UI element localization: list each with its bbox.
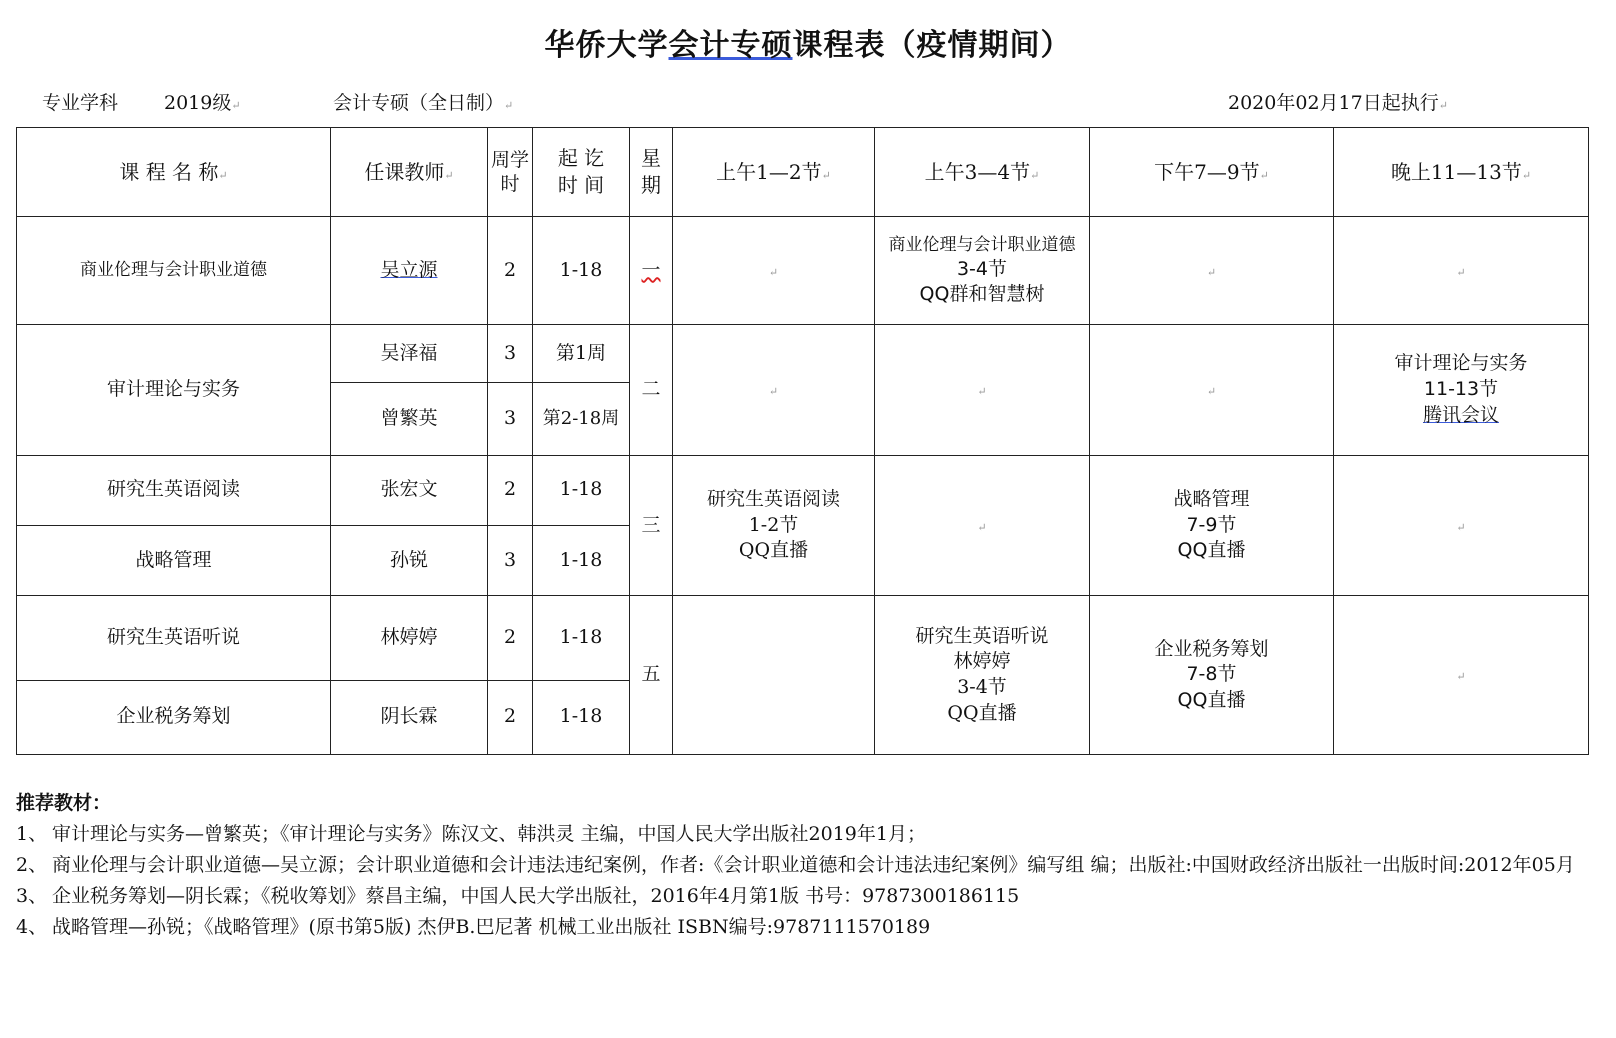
slot-cell: ↵ [875,455,1090,596]
teacher-name: 吴泽福 [331,324,488,382]
slot-cell: ↵ [673,324,875,455]
table-row [17,324,1589,382]
header-period: 起 讫 时 间 [533,128,630,217]
slot-cell: ↵ [875,324,1090,455]
list-item: 2、 商业伦理与会计职业道德—吴立源；会计职业道德和会计违法违纪案例，作者:《会计职业道德和会计违法违纪案例》编写组 编；出版社:中国财政经济出版社一出版时间:2012年05月 [16,854,1575,876]
effective-date: 2020年02月17日起执行↵ [1228,92,1448,114]
table-row [17,217,1589,325]
weekday-cell: 五 [630,596,673,755]
weekly-hours: 2 [488,596,533,680]
course-name: 企业税务筹划 [17,680,331,754]
weekday-cell: 三 [630,455,673,596]
weekly-hours: 3 [488,383,533,455]
field-label: 专业学科 [42,92,119,114]
course-name: 商业伦理与会计职业道德 [17,217,331,325]
course-name: 研究生英语听说 [17,596,331,680]
weekly-hours: 2 [488,680,533,754]
header-row [17,128,1589,217]
textbook-heading: 推荐教材： [16,792,112,814]
slot-cell: ↵ [1334,596,1589,755]
course-name: 审计理论与实务 [17,324,331,455]
slot-cell: 审计理论与实务 11-13节 腾讯会议 [1334,324,1589,455]
table-row [17,455,1589,525]
teacher-name: 孙锐 [331,525,488,595]
title-prefix: 华侨大学 [544,28,669,63]
slot-cell: 研究生英语阅读 1-2节 QQ直播 [673,455,875,596]
weekly-hours: 2 [488,455,533,525]
header-slot3: 下午7—9节↵ [1090,128,1334,217]
teacher-name: 阴长霖 [331,680,488,754]
slot-cell: ↵ [1334,455,1589,596]
header-slot1: 上午1—2节↵ [673,128,875,217]
slot-cell: ↵ [1090,217,1334,325]
slot-cell: ↵ [673,217,875,325]
weekday-cell: 二 [630,324,673,455]
list-item: 3、 企业税务筹划—阴长霖；《税收筹划》蔡昌主编，中国人民大学出版社，2016年4月第1版 书号：9787300186115 [16,885,1020,907]
header-hours: 周学时 [488,128,533,217]
course-name: 研究生英语阅读 [17,455,331,525]
slot-cell [673,596,875,755]
slot-cell: 企业税务筹划 7-8节 QQ直播 [1090,596,1334,755]
slot-cell: ↵ [1090,324,1334,455]
header-slot4: 晚上11—13节↵ [1334,128,1589,217]
list-item: 1、 审计理论与实务—曾繁英；《审计理论与实务》陈汉文、韩洪灵 主编，中国人民大学出版社2019年1月； [16,823,926,845]
week-range: 第1周 [533,324,630,382]
header-slot2: 上午3—4节↵ [875,128,1090,217]
week-range: 1-18 [533,455,630,525]
teacher-name: 张宏文 [331,455,488,525]
teacher-name: 曾繁英 [331,383,488,455]
meeting-link[interactable]: 腾讯会议 [1422,403,1499,426]
list-item: 4、 战略管理—孙锐；《战略管理》(原书第5版) 杰伊B.巴尼著 机械工业出版社 ISBN编号:9787111570189 [16,916,931,938]
slot-cell: 商业伦理与会计职业道德 3-4节 QQ群和智慧树 [875,217,1090,325]
weekly-hours: 3 [488,324,533,382]
title-program: 会计专硕 [668,28,793,63]
slot-cell: 战略管理 7-9节 QQ直播 [1090,455,1334,596]
title-suffix: 课程表（疫情期间） [792,28,1072,63]
weekday-cell: 一 [630,217,673,325]
header-weekday: 星期 [630,128,673,217]
teacher-name: 吴立源 [331,217,488,325]
program-label: 会计专硕（全日制）↵ [333,92,514,114]
header-teacher: 任课教师↵ [331,128,488,217]
week-range: 1-18 [533,680,630,754]
week-range: 1-18 [533,525,630,595]
course-name: 战略管理 [17,525,331,595]
schedule-table [16,127,1589,755]
grade-label: 2019级↵ [164,92,241,114]
week-range: 第2-18周 [533,383,630,455]
teacher-name: 林婷婷 [331,596,488,680]
textbook-section [16,788,1586,943]
slot-cell: 研究生英语听说 林婷婷 3-4节 QQ直播 [875,596,1090,755]
week-range: 1-18 [533,217,630,325]
page-title [0,20,1616,64]
header-course: 课 程 名 称↵ [17,128,331,217]
week-range: 1-18 [533,596,630,680]
slot-cell: ↵ [1334,217,1589,325]
weekly-hours: 2 [488,217,533,325]
weekly-hours: 3 [488,525,533,595]
table-row [17,596,1589,680]
